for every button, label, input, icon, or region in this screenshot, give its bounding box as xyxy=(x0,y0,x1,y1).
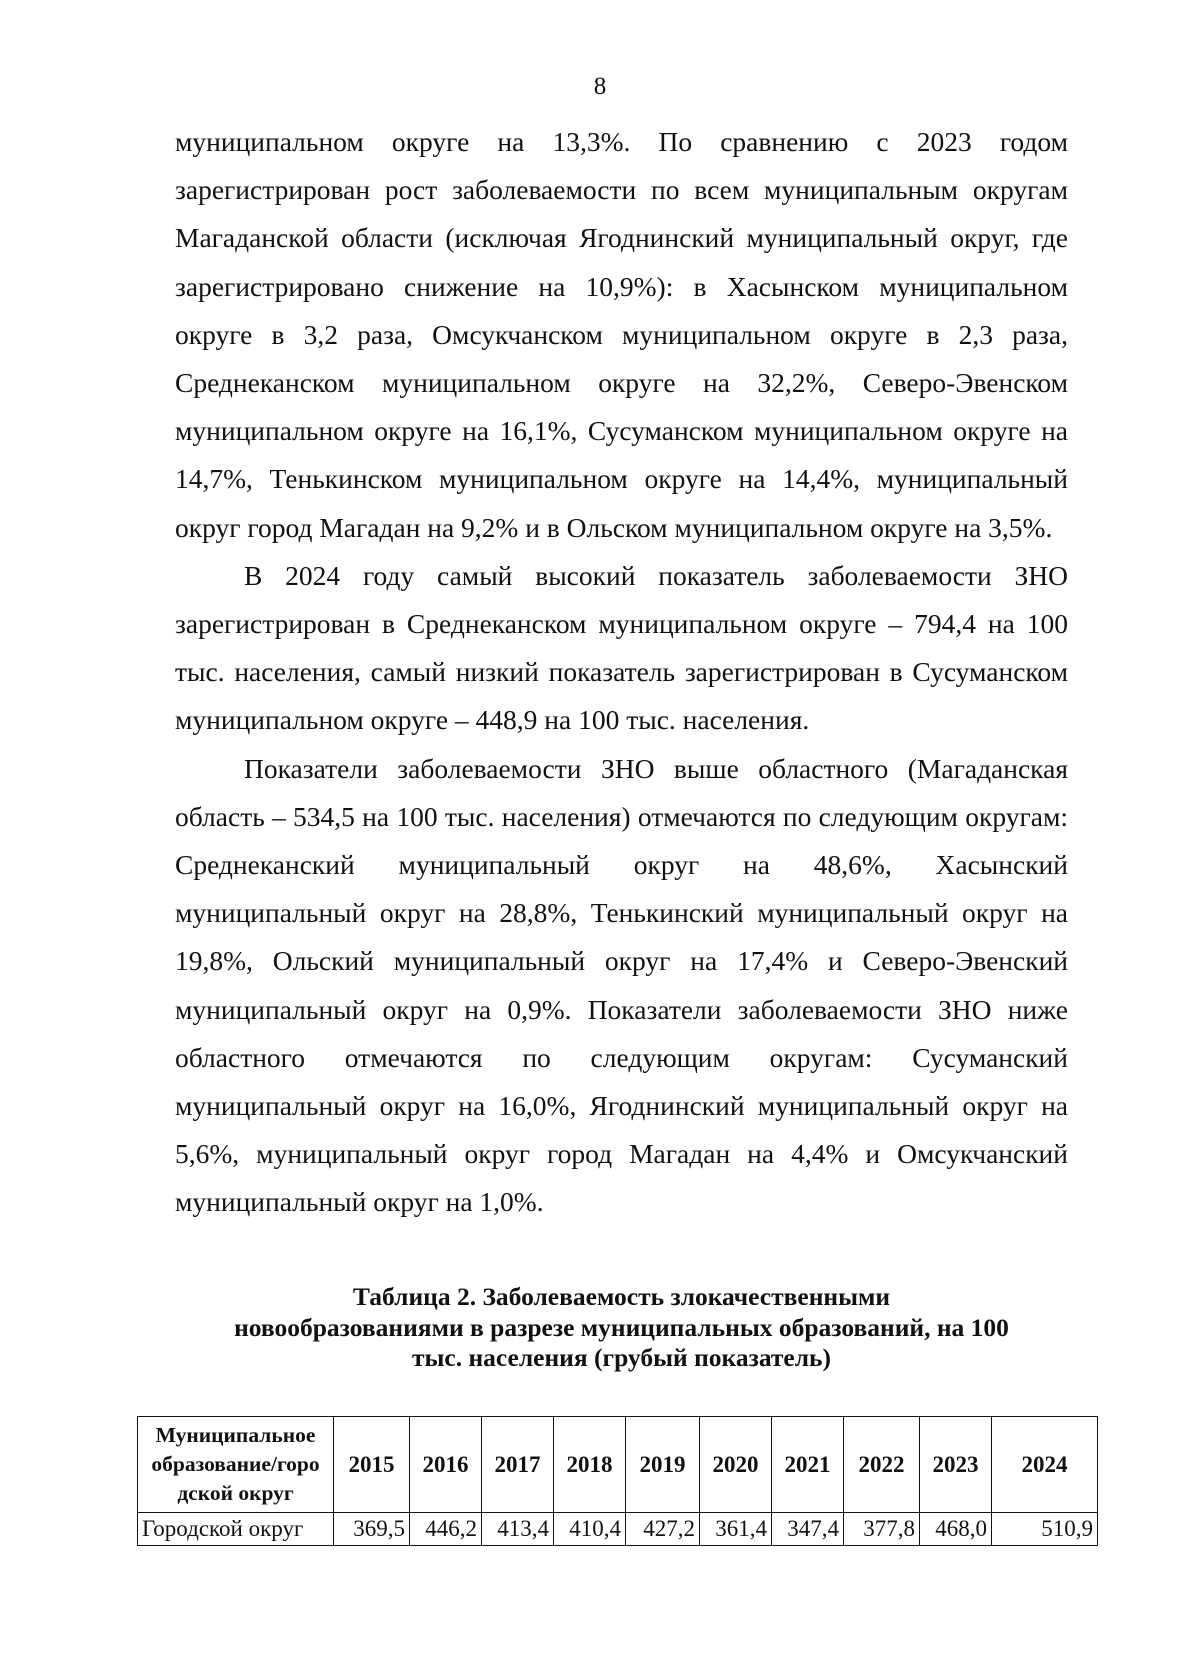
table-header-row xyxy=(138,1417,1098,1513)
page-number: 8 xyxy=(593,73,607,100)
table-caption-line-1: Таблица 2. Заболеваемость злокачественными xyxy=(352,1282,891,1311)
paragraph-2: В 2024 году самый высокий показатель заболеваемости ЗНО зарегистрирован в Среднеканском муниципальном округе – 794,4 на 100 тыс. населения, самый низкий показатель зарегистрирован в Сусуманском муниципальном округе – 448,9 на 100 тыс. населения. xyxy=(175,559,1068,736)
header-year: 2020 xyxy=(700,1417,772,1513)
header-year: 2018 xyxy=(554,1417,626,1513)
incidence-table xyxy=(137,1416,1098,1546)
table-cell: 468,0 xyxy=(920,1513,992,1546)
header-year: 2023 xyxy=(920,1417,992,1513)
header-municipality xyxy=(138,1417,334,1513)
table-cell: 510,9 xyxy=(992,1513,1098,1546)
header-year: 2017 xyxy=(482,1417,554,1513)
header-municipality-line-2: образование/горо xyxy=(151,1452,320,1476)
row-name: Городской округ xyxy=(138,1513,334,1546)
header-municipality-line-3: дской округ xyxy=(177,1481,294,1505)
table-caption xyxy=(175,1282,1068,1374)
table-cell: 413,4 xyxy=(482,1513,554,1546)
table-cell: 377,8 xyxy=(844,1513,920,1546)
header-year: 2019 xyxy=(626,1417,700,1513)
body-text xyxy=(175,118,1068,1227)
table-cell: 446,2 xyxy=(410,1513,482,1546)
table-caption-line-3: тыс. населения (грубый показатель) xyxy=(411,1343,832,1372)
table-row xyxy=(138,1513,1098,1546)
header-year: 2024 xyxy=(992,1417,1098,1513)
table-cell: 361,4 xyxy=(700,1513,772,1546)
paragraph-3: Показатели заболеваемости ЗНО выше областного (Магаданская область – 534,5 на 100 тыс. населения) отмечаются по следующим округам: Среднеканский муниципальный округ на 48,6%, Хасынский муниципальный округ на 28,8%, Тенькинский муниципальный округ на 19,8%, Ольский муниципальный округ на 17,4% и Северо-Эвенский муниципальный округ на 0,9%. Показатели заболеваемости ЗНО ниже областного отмечаются по следующим округам: Сусуманский муниципальный округ на 16,0%, Ягоднинский муниципальный округ на 5,6%, муниципальный округ город Магадан на 4,4% и Омсукчанский муниципальный округ на 1,0%. xyxy=(175,752,1068,1218)
paragraph-1: муниципальном округе на 13,3%. По сравнению с 2023 годом зарегистрирован рост заболеваемости по всем муниципальным округам Магаданской области (исключая Ягоднинский муниципальный округ, где зарегистрировано снижение на 10,9%): в Хасынском муниципальном округе в 3,2 раза, Омсукчанском муниципальном округе в 2,3 раза, Среднеканском муниципальном округе на 32,2%, Северо-Эвенском муниципальном округе на 16,1%, Сусуманском муниципальном округе на 14,7%, Тенькинском муниципальном округе на 14,4%, муниципальный округ город Магадан на 9,2% и в Ольском муниципальном округе на 3,5%. xyxy=(175,126,1068,543)
header-municipality-line-1: Муниципальное xyxy=(155,1423,316,1447)
table-cell: 427,2 xyxy=(626,1513,700,1546)
table-cell: 410,4 xyxy=(554,1513,626,1546)
table-caption-line-2: новообразованиями в разрезе муниципальных образований, на 100 xyxy=(234,1312,1009,1342)
header-year: 2021 xyxy=(772,1417,844,1513)
table-cell: 369,5 xyxy=(334,1513,410,1546)
table-cell: 347,4 xyxy=(772,1513,844,1546)
header-year: 2015 xyxy=(334,1417,410,1513)
header-year: 2016 xyxy=(410,1417,482,1513)
header-year: 2022 xyxy=(844,1417,920,1513)
